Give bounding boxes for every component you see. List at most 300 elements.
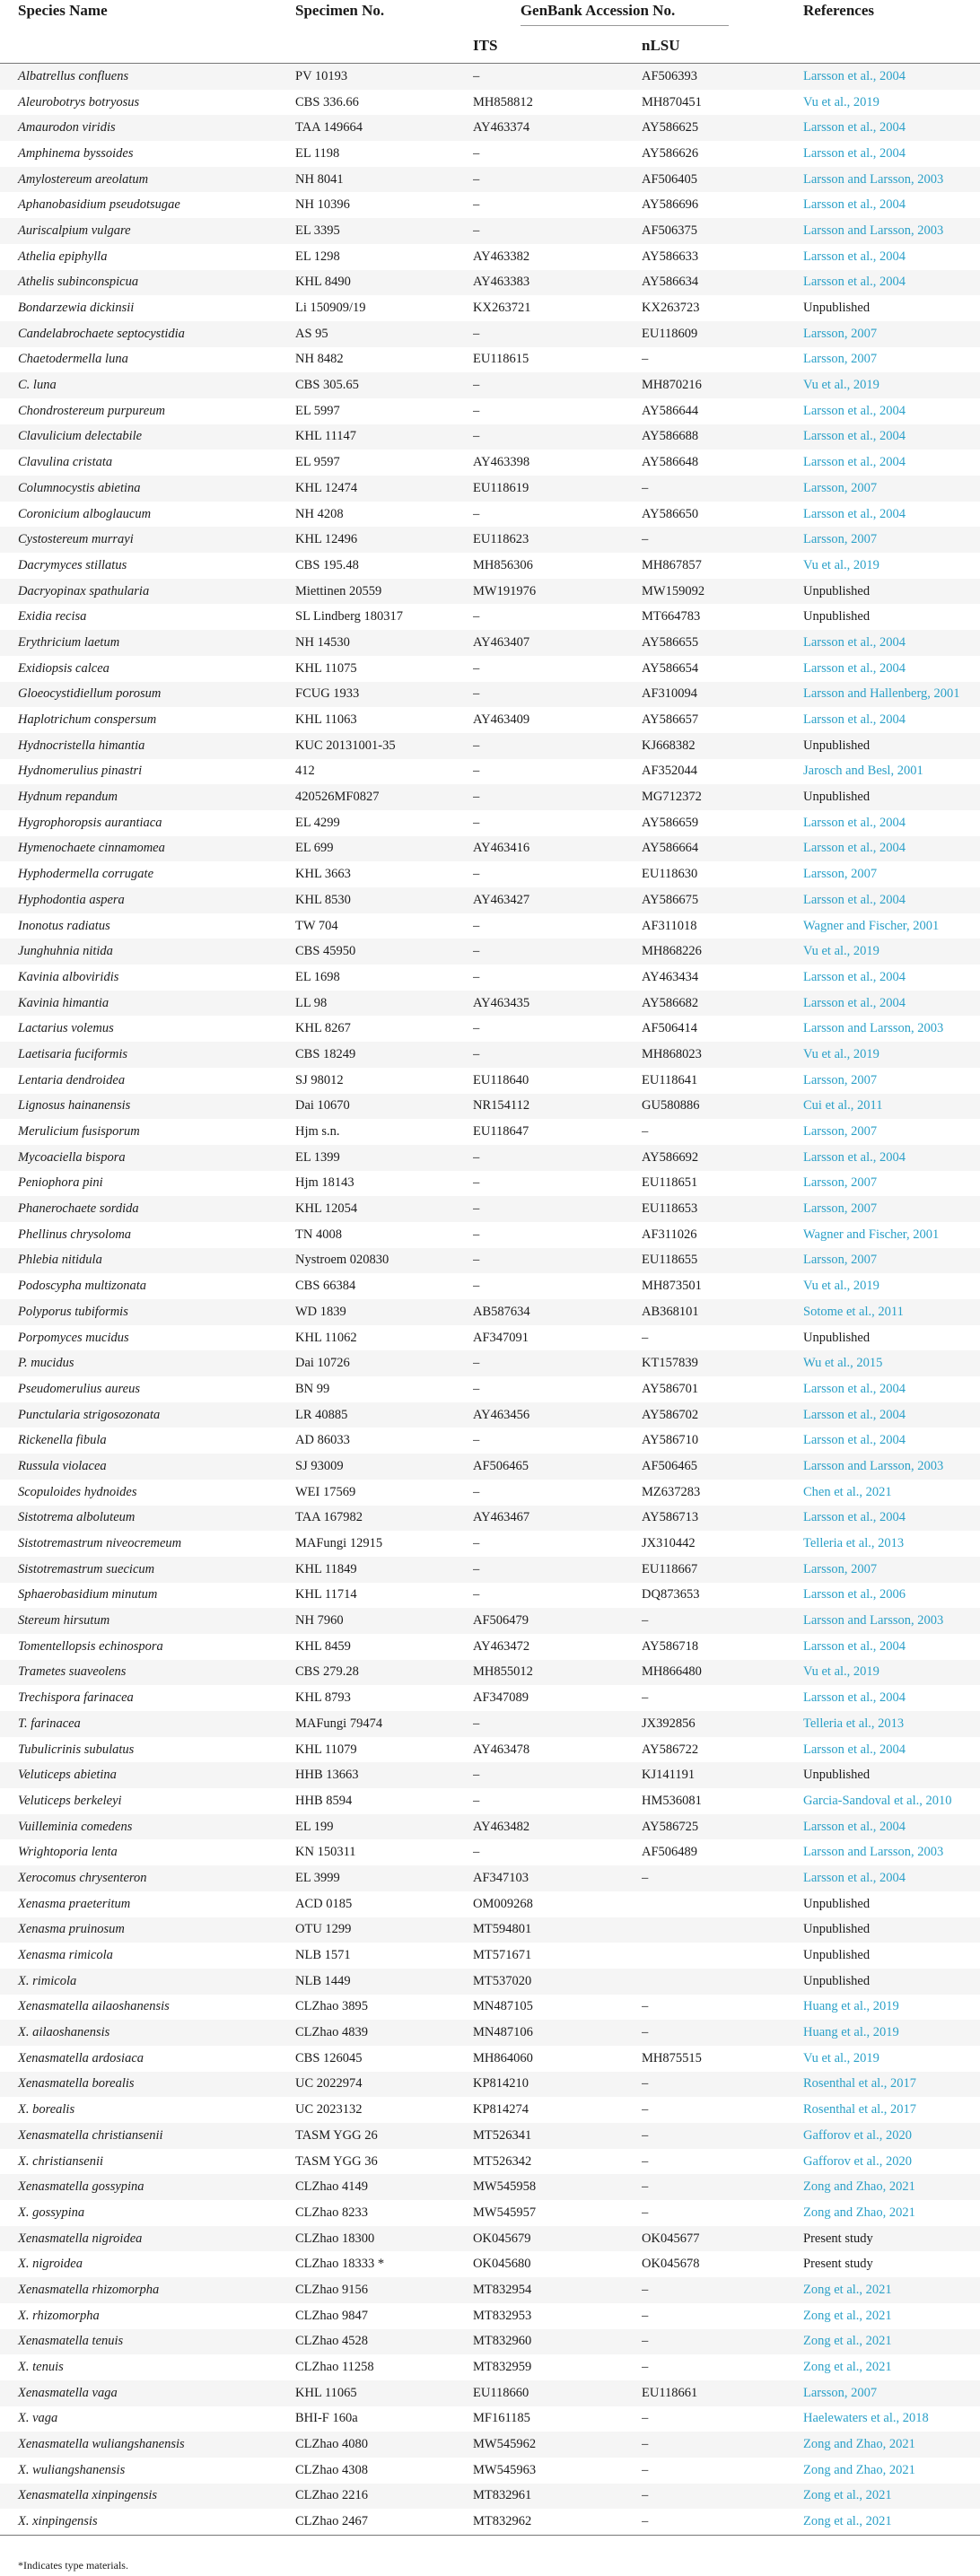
- reference-cell[interactable]: Jarosch and Besl, 2001: [803, 764, 923, 779]
- reference-cell[interactable]: Larsson, 2007: [803, 476, 980, 502]
- table-row: [0, 1762, 980, 1788]
- its-cell: –: [473, 815, 480, 830]
- reference-cell[interactable]: Vu et al., 2019: [803, 372, 980, 398]
- table-row: [0, 218, 980, 244]
- its-cell: –: [473, 218, 642, 244]
- table-row: [0, 1865, 980, 1891]
- nlsu-cell: –: [642, 2153, 649, 2169]
- reference-cell[interactable]: Larsson and Larsson, 2003: [803, 1845, 944, 1860]
- species-name-cell: Xenasmatella nigroidea: [0, 2226, 295, 2252]
- species-name-cell: Aphanobasidium pseudotsugae: [18, 197, 180, 213]
- nlsu-cell: GU580886: [642, 1094, 803, 1120]
- table-row: [0, 1402, 980, 1428]
- species-name-cell: Lignosus hainanensis: [0, 1094, 295, 1120]
- its-cell: –: [473, 1021, 480, 1036]
- nlsu-cell: AY586702: [642, 1402, 803, 1428]
- species-name-cell: Xenasma rimicola: [18, 1948, 113, 1963]
- table-row: [0, 1557, 980, 1583]
- its-cell: MH858812: [473, 94, 533, 109]
- reference-cell[interactable]: Larsson, 2007: [803, 1072, 878, 1087]
- specimen-cell: EL 3999: [295, 1865, 473, 1891]
- specimen-cell: CLZhao 18300: [295, 2226, 473, 2252]
- its-cell: AY463407: [473, 630, 642, 656]
- footnote: *Indicates type materials.: [18, 2559, 128, 2572]
- specimen-cell: KHL 8530: [295, 887, 473, 913]
- specimen-cell: WD 1839: [295, 1299, 473, 1325]
- its-cell: MW191976: [473, 579, 642, 605]
- table-row: [0, 913, 980, 939]
- species-name-cell: Merulicium fusisporum: [18, 1124, 140, 1140]
- reference-cell[interactable]: Larsson et al., 2004: [803, 630, 980, 656]
- reference-cell[interactable]: Vu et al., 2019: [803, 1042, 980, 1068]
- reference-cell[interactable]: Vu et al., 2019: [803, 939, 980, 965]
- its-cell: MW545962: [473, 2432, 642, 2458]
- reference-cell[interactable]: Haelewaters et al., 2018: [803, 2411, 929, 2426]
- table-row: [0, 2303, 980, 2329]
- nlsu-cell: AF506393: [642, 64, 803, 90]
- table-row: [0, 1634, 980, 1660]
- species-name-cell: Sistotremastrum suecicum: [0, 1557, 295, 1583]
- species-name-cell: Sistotremastrum niveocremeum: [18, 1536, 182, 1551]
- specimen-cell: MAFungi 12915: [295, 1536, 383, 1551]
- its-cell: EU118640: [473, 1072, 529, 1087]
- reference-cell[interactable]: Garcia-Sandoval et al., 2010: [803, 1793, 952, 1808]
- table-row: [0, 1506, 980, 1532]
- table-row: [0, 450, 980, 476]
- reference-cell[interactable]: Zong et al., 2021: [803, 2509, 980, 2535]
- specimen-cell: SL Lindberg 180317: [295, 609, 404, 624]
- reference-cell[interactable]: Larsson et al., 2004: [803, 1381, 906, 1396]
- reference-cell: Unpublished: [803, 1896, 871, 1911]
- its-cell: –: [473, 197, 480, 213]
- species-name-cell: Hydnomerulius pinastri: [18, 764, 143, 779]
- specimen-cell: TASM YGG 36: [295, 2153, 378, 2169]
- specimen-cell: KHL 11714: [295, 1587, 357, 1602]
- reference-cell[interactable]: Zong et al., 2021: [803, 2277, 980, 2303]
- nlsu-cell: [642, 1917, 803, 1943]
- its-cell: –: [473, 918, 480, 933]
- species-name-cell: Pseudomerulius aureus: [18, 1381, 140, 1396]
- species-name-cell: Mycoaciella bispora: [0, 1145, 295, 1171]
- nlsu-cell: MH873501: [642, 1279, 702, 1294]
- its-cell: –: [473, 167, 642, 193]
- table-row: [0, 2020, 980, 2046]
- species-name-cell: Russula violacea: [0, 1454, 295, 1480]
- specimen-cell: KHL 12496: [295, 527, 473, 553]
- table-row: [0, 1685, 980, 1711]
- table-row: [0, 2329, 980, 2355]
- nlsu-cell: AY586633: [642, 249, 699, 264]
- reference-cell[interactable]: Larsson et al., 2004: [803, 197, 906, 213]
- species-name-cell: Exidia recisa: [18, 609, 87, 624]
- nlsu-cell: AF506414: [642, 1021, 698, 1036]
- nlsu-cell: AB368101: [642, 1299, 803, 1325]
- reference-cell[interactable]: Larsson et al., 2004: [803, 836, 980, 862]
- species-name-cell: Xenasma praeteritum: [18, 1896, 131, 1911]
- reference-cell[interactable]: Larsson, 2007: [803, 321, 980, 347]
- specimen-cell: AS 95: [295, 321, 473, 347]
- reference-cell[interactable]: Larsson, 2007: [803, 867, 878, 882]
- reference-cell[interactable]: Zong et al., 2021: [803, 2360, 892, 2375]
- table-row: [0, 2277, 980, 2303]
- reference-cell[interactable]: Larsson et al., 2004: [803, 1865, 980, 1891]
- reference-cell[interactable]: Larsson et al., 2004: [803, 1638, 906, 1654]
- reference-cell[interactable]: Larsson et al., 2004: [803, 424, 980, 450]
- reference-cell[interactable]: Larsson et al., 2004: [803, 249, 906, 264]
- specimen-cell: TAA 167982: [295, 1506, 473, 1532]
- nlsu-cell: AY586657: [642, 712, 699, 728]
- specimen-cell: Dai 10670: [295, 1094, 473, 1120]
- reference-cell[interactable]: Larsson et al., 2004: [803, 1433, 906, 1448]
- nlsu-cell: AF506465: [642, 1454, 803, 1480]
- reference-cell[interactable]: Vu et al., 2019: [803, 1279, 879, 1294]
- reference-cell[interactable]: Larsson et al., 2004: [803, 1402, 980, 1428]
- reference-cell[interactable]: Telleria et al., 2013: [803, 1711, 980, 1737]
- species-name-cell: Xenasmatella vaga: [0, 2380, 295, 2406]
- nlsu-cell: MH870451: [642, 94, 702, 109]
- table-row: [0, 1350, 980, 1376]
- nlsu-cell: MT664783: [642, 609, 701, 624]
- reference-cell[interactable]: Zong et al., 2021: [803, 2329, 980, 2355]
- reference-cell: Unpublished: [803, 1330, 871, 1345]
- nlsu-cell: AY586648: [642, 455, 699, 470]
- reference-cell[interactable]: Huang et al., 2019: [803, 2020, 980, 2046]
- reference-cell[interactable]: Larsson et al., 2004: [803, 712, 906, 728]
- specimen-cell: EL 1198: [295, 145, 340, 161]
- reference-cell[interactable]: Larsson et al., 2004: [803, 1506, 980, 1532]
- species-name-cell: Bondarzewia dickinsii: [18, 301, 135, 316]
- species-name-cell: X. gossypina: [18, 2205, 85, 2220]
- specimen-cell: KHL 8459: [295, 1638, 351, 1654]
- species-name-cell: Xenasma pruinosum: [0, 1917, 295, 1943]
- reference-cell[interactable]: Larsson et al., 2004: [803, 115, 980, 141]
- its-cell: –: [473, 372, 642, 398]
- table-row: [0, 784, 980, 810]
- table-row: [0, 1531, 980, 1557]
- nlsu-cell: AY586626: [642, 145, 699, 161]
- species-name-cell: Haplotrichum conspersum: [18, 712, 157, 728]
- reference-cell[interactable]: Larsson and Larsson, 2003: [803, 1608, 980, 1634]
- species-name-cell: Columnocystis abietina: [0, 476, 295, 502]
- its-cell: MW545958: [473, 2174, 642, 2200]
- reference-cell[interactable]: Larsson et al., 2004: [803, 660, 906, 676]
- reference-cell[interactable]: Vu et al., 2019: [803, 557, 879, 572]
- table-row: [0, 244, 980, 270]
- reference-cell[interactable]: Huang et al., 2019: [803, 1999, 899, 2014]
- table-row: [0, 1171, 980, 1197]
- specimen-cell: Dai 10726: [295, 1350, 473, 1376]
- its-cell: MT832953: [473, 2308, 532, 2323]
- specimen-cell: Li 150909/19: [295, 301, 366, 316]
- specimen-cell: CLZhao 8233: [295, 2205, 368, 2220]
- its-cell: –: [473, 1196, 642, 1222]
- table-row: [0, 759, 980, 785]
- its-cell: –: [473, 424, 642, 450]
- reference-cell[interactable]: Rosenthal et al., 2017: [803, 2102, 917, 2118]
- reference-cell[interactable]: Wagner and Fischer, 2001: [803, 1227, 940, 1242]
- its-cell: EU118647: [473, 1124, 529, 1140]
- reference-cell[interactable]: Vu et al., 2019: [803, 1660, 980, 1686]
- specimen-cell: KN 150311: [295, 1845, 356, 1860]
- table-row: [0, 1788, 980, 1814]
- reference-cell[interactable]: Larsson et al., 2004: [803, 1690, 906, 1706]
- reference-cell[interactable]: Wagner and Fischer, 2001: [803, 918, 940, 933]
- nlsu-cell: –: [642, 2484, 803, 2510]
- nlsu-cell: AY586682: [642, 991, 803, 1017]
- table-row: [0, 192, 980, 218]
- reference-cell: Unpublished: [803, 784, 980, 810]
- specimen-cell: MAFungi 79474: [295, 1711, 473, 1737]
- table-row: [0, 1943, 980, 1969]
- species-name-cell: Aleurobotrys botryosus: [18, 94, 140, 109]
- table-row: [0, 1583, 980, 1609]
- its-cell: –: [473, 1381, 480, 1396]
- reference-cell[interactable]: Larsson et al., 2004: [803, 991, 980, 1017]
- genbank-header-label: GenBank Accession No.: [521, 2, 729, 26]
- species-name-cell: Veluticeps berkeleyi: [18, 1793, 122, 1808]
- reference-cell[interactable]: Larsson and Larsson, 2003: [803, 1454, 980, 1480]
- reference-cell[interactable]: Zong and Zhao, 2021: [803, 2432, 980, 2458]
- table-row: [0, 1299, 980, 1325]
- table-row: [0, 295, 980, 321]
- specimen-cell: CBS 195.48: [295, 557, 359, 572]
- species-name-cell: Trametes suaveolens: [0, 1660, 295, 1686]
- reference-cell[interactable]: Larsson et al., 2006: [803, 1587, 906, 1602]
- reference-cell[interactable]: Sotome et al., 2011: [803, 1299, 980, 1325]
- table-row: [0, 476, 980, 502]
- nlsu-cell: AY586644: [642, 403, 699, 418]
- nlsu-cell: JX310442: [642, 1536, 696, 1551]
- table-row: [0, 965, 980, 991]
- its-cell: –: [473, 784, 642, 810]
- reference-cell[interactable]: Zong et al., 2021: [803, 2308, 892, 2323]
- table-row: [0, 1480, 980, 1506]
- nlsu-cell: EU118651: [642, 1175, 698, 1191]
- its-cell: AY463416: [473, 836, 642, 862]
- its-cell: AY463467: [473, 1506, 642, 1532]
- specimen-cell: EL 1698: [295, 969, 340, 984]
- table-row: [0, 2046, 980, 2072]
- table-row: [0, 1660, 980, 1686]
- its-cell: –: [473, 1762, 642, 1788]
- reference-cell[interactable]: Larsson and Hallenberg, 2001: [803, 682, 980, 708]
- table-row: [0, 1711, 980, 1737]
- species-name-cell: X. vaga: [18, 2411, 58, 2426]
- reference-cell[interactable]: Larsson, 2007: [803, 527, 980, 553]
- reference-cell[interactable]: Rosenthal et al., 2017: [803, 2072, 980, 2098]
- table-row: [0, 887, 980, 913]
- species-name-cell: Xenasmatella rhizomorpha: [0, 2277, 295, 2303]
- table-row: [0, 1995, 980, 2021]
- species-name-cell: X. wuliangshanensis: [18, 2462, 126, 2477]
- table-row: [0, 372, 980, 398]
- its-cell: MN487106: [473, 2020, 642, 2046]
- nlsu-cell: KJ668382: [642, 733, 803, 759]
- specimen-cell: CLZhao 4528: [295, 2329, 473, 2355]
- reference-cell[interactable]: Larsson et al., 2004: [803, 887, 980, 913]
- its-cell: AF347089: [473, 1690, 529, 1706]
- specimen-cell: SJ 98012: [295, 1072, 344, 1087]
- table-row: [0, 141, 980, 167]
- specimen-cell: Miettinen 20559: [295, 579, 473, 605]
- reference-cell[interactable]: Larsson et al., 2004: [803, 1145, 980, 1171]
- nlsu-cell: DQ873653: [642, 1587, 700, 1602]
- table-row: [0, 1248, 980, 1274]
- reference-cell: Unpublished: [803, 301, 871, 316]
- nlsu-cell: MW159092: [642, 579, 803, 605]
- reference-cell[interactable]: Zong et al., 2021: [803, 2484, 980, 2510]
- nlsu-cell: MG712372: [642, 784, 803, 810]
- reference-cell[interactable]: Wu et al., 2015: [803, 1350, 980, 1376]
- specimen-cell: KHL 12054: [295, 1196, 473, 1222]
- reference-cell[interactable]: Larsson and Larsson, 2003: [803, 167, 980, 193]
- its-cell: AY463398: [473, 455, 530, 470]
- species-name-cell: X. ailaoshanensis: [0, 2020, 295, 2046]
- its-cell: MT526341: [473, 2123, 642, 2149]
- table-row: [0, 656, 980, 682]
- reference-cell[interactable]: Zong and Zhao, 2021: [803, 2205, 915, 2220]
- species-name-cell: Auriscalpium vulgare: [0, 218, 295, 244]
- its-cell: –: [473, 1557, 642, 1583]
- its-cell: –: [473, 321, 642, 347]
- table-row: [0, 1222, 980, 1248]
- species-name-cell: P. mucidus: [0, 1350, 295, 1376]
- table-row: [0, 733, 980, 759]
- species-name-cell: X. tenuis: [18, 2360, 64, 2375]
- table-row: [0, 1969, 980, 1995]
- its-header: ITS: [473, 37, 498, 54]
- reference-cell[interactable]: Larsson et al., 2004: [803, 815, 906, 830]
- species-name-header: Species Name: [18, 2, 108, 19]
- reference-cell[interactable]: Cui et al., 2011: [803, 1094, 980, 1120]
- reference-cell[interactable]: Zong and Zhao, 2021: [803, 2462, 915, 2477]
- its-cell: –: [473, 1145, 642, 1171]
- its-cell: KP814274: [473, 2102, 529, 2118]
- reference-cell[interactable]: Larsson, 2007: [803, 1175, 878, 1191]
- species-name-cell: Kavinia alboviridis: [18, 969, 119, 984]
- table-row: [0, 630, 980, 656]
- table-row: [0, 1608, 980, 1634]
- table-row: [0, 2509, 980, 2535]
- nlsu-cell: AY586625: [642, 115, 803, 141]
- nlsu-cell: AY586659: [642, 815, 699, 830]
- table-row: [0, 2149, 980, 2175]
- nlsu-cell: AY586650: [642, 506, 699, 521]
- nlsu-cell: AF311026: [642, 1227, 697, 1242]
- reference-cell[interactable]: Larsson, 2007: [803, 1196, 980, 1222]
- species-name-cell: X. christiansenii: [18, 2153, 104, 2169]
- reference-cell[interactable]: Chen et al., 2021: [803, 1484, 892, 1499]
- its-cell: –: [473, 1587, 480, 1602]
- species-name-cell: Athelia epiphylla: [18, 249, 108, 264]
- reference-cell[interactable]: Larsson, 2007: [803, 352, 878, 367]
- reference-cell[interactable]: Larsson and Larsson, 2003: [803, 218, 980, 244]
- specimen-cell: CLZhao 11258: [295, 2360, 374, 2375]
- nlsu-cell: MH870216: [642, 372, 803, 398]
- specimen-cell: AD 86033: [295, 1433, 350, 1448]
- specimen-cell: KHL 11849: [295, 1557, 473, 1583]
- its-cell: AY463435: [473, 991, 642, 1017]
- species-name-cell: X. xinpingensis: [0, 2509, 295, 2535]
- species-name-cell: Phanerochaete sordida: [0, 1196, 295, 1222]
- species-name-cell: Vuilleminia comedens: [0, 1814, 295, 1840]
- reference-cell[interactable]: Larsson et al., 2004: [803, 64, 980, 90]
- reference-cell[interactable]: Zong and Zhao, 2021: [803, 2174, 980, 2200]
- nlsu-cell: KT157839: [642, 1350, 803, 1376]
- species-name-cell: Clavulina cristata: [18, 455, 113, 470]
- reference-cell: Unpublished: [803, 733, 980, 759]
- reference-cell[interactable]: Larsson and Larsson, 2003: [803, 1021, 944, 1036]
- specimen-cell: NLB 1449: [295, 1969, 473, 1995]
- reference-cell[interactable]: Larsson et al., 2004: [803, 1742, 906, 1757]
- reference-cell[interactable]: Larsson, 2007: [803, 2380, 980, 2406]
- nlsu-cell: –: [642, 2072, 803, 2098]
- specimen-cell: BHI-F 160a: [295, 2411, 358, 2426]
- nlsu-cell: AY586675: [642, 887, 803, 913]
- reference-cell[interactable]: Vu et al., 2019: [803, 94, 879, 109]
- specimen-cell: NH 14530: [295, 630, 473, 656]
- nlsu-cell: AF352044: [642, 764, 698, 779]
- nlsu-cell: MH867857: [642, 557, 702, 572]
- reference-cell[interactable]: Telleria et al., 2013: [803, 1536, 905, 1551]
- reference-cell[interactable]: Larsson et al., 2004: [803, 506, 906, 521]
- its-cell: –: [473, 1484, 480, 1499]
- its-cell: MT832961: [473, 2484, 642, 2510]
- species-name-cell: Dacrymyces stillatus: [18, 557, 127, 572]
- species-name-cell: Wrightoporia lenta: [18, 1845, 118, 1860]
- reference-cell[interactable]: Gafforov et al., 2020: [803, 2153, 912, 2169]
- specimen-cell: EL 4299: [295, 815, 340, 830]
- table-row: [0, 64, 980, 90]
- specimen-cell: CBS 66384: [295, 1279, 356, 1294]
- table-row: [0, 1325, 980, 1351]
- species-name-cell: T. farinacea: [0, 1711, 295, 1737]
- table-body: [0, 64, 980, 2536]
- species-name-cell: Xenasmatella christiansenii: [0, 2123, 295, 2149]
- table-row: [0, 115, 980, 141]
- its-cell: AY463382: [473, 249, 530, 264]
- species-name-cell: Amaurodon viridis: [0, 115, 295, 141]
- its-cell: AY463409: [473, 712, 530, 728]
- reference-cell[interactable]: Larsson et al., 2004: [803, 403, 906, 418]
- specimen-cell: KHL 12474: [295, 476, 473, 502]
- specimen-cell: CLZhao 9156: [295, 2277, 473, 2303]
- reference-cell[interactable]: Larsson et al., 2004: [803, 455, 906, 470]
- reference-cell[interactable]: Larsson, 2007: [803, 1248, 980, 1274]
- reference-cell[interactable]: Vu et al., 2019: [803, 2050, 879, 2065]
- reference-cell[interactable]: Larsson et al., 2004: [803, 270, 980, 296]
- reference-cell[interactable]: Larsson et al., 2004: [803, 969, 906, 984]
- reference-cell[interactable]: Larsson et al., 2004: [803, 145, 906, 161]
- nlsu-header: nLSU: [642, 37, 680, 54]
- specimen-cell: CLZhao 18333 *: [295, 2257, 385, 2272]
- reference-cell[interactable]: Larsson, 2007: [803, 1124, 878, 1140]
- reference-cell[interactable]: Larsson et al., 2004: [803, 1814, 980, 1840]
- nlsu-cell: AY586718: [642, 1638, 699, 1654]
- table-row: [0, 1119, 980, 1145]
- specimen-cell: CLZhao 9847: [295, 2308, 368, 2323]
- nlsu-cell: AF506489: [642, 1845, 698, 1860]
- nlsu-cell: –: [642, 2277, 803, 2303]
- its-cell: –: [473, 764, 480, 779]
- reference-cell[interactable]: Gafforov et al., 2020: [803, 2123, 980, 2149]
- table-row: [0, 1376, 980, 1402]
- reference-cell[interactable]: Larsson, 2007: [803, 1557, 980, 1583]
- specimen-header: Specimen No.: [295, 2, 385, 19]
- species-name-cell: Hydnum repandum: [0, 784, 295, 810]
- species-name-cell: Stereum hirsutum: [0, 1608, 295, 1634]
- nlsu-cell: –: [642, 2205, 649, 2220]
